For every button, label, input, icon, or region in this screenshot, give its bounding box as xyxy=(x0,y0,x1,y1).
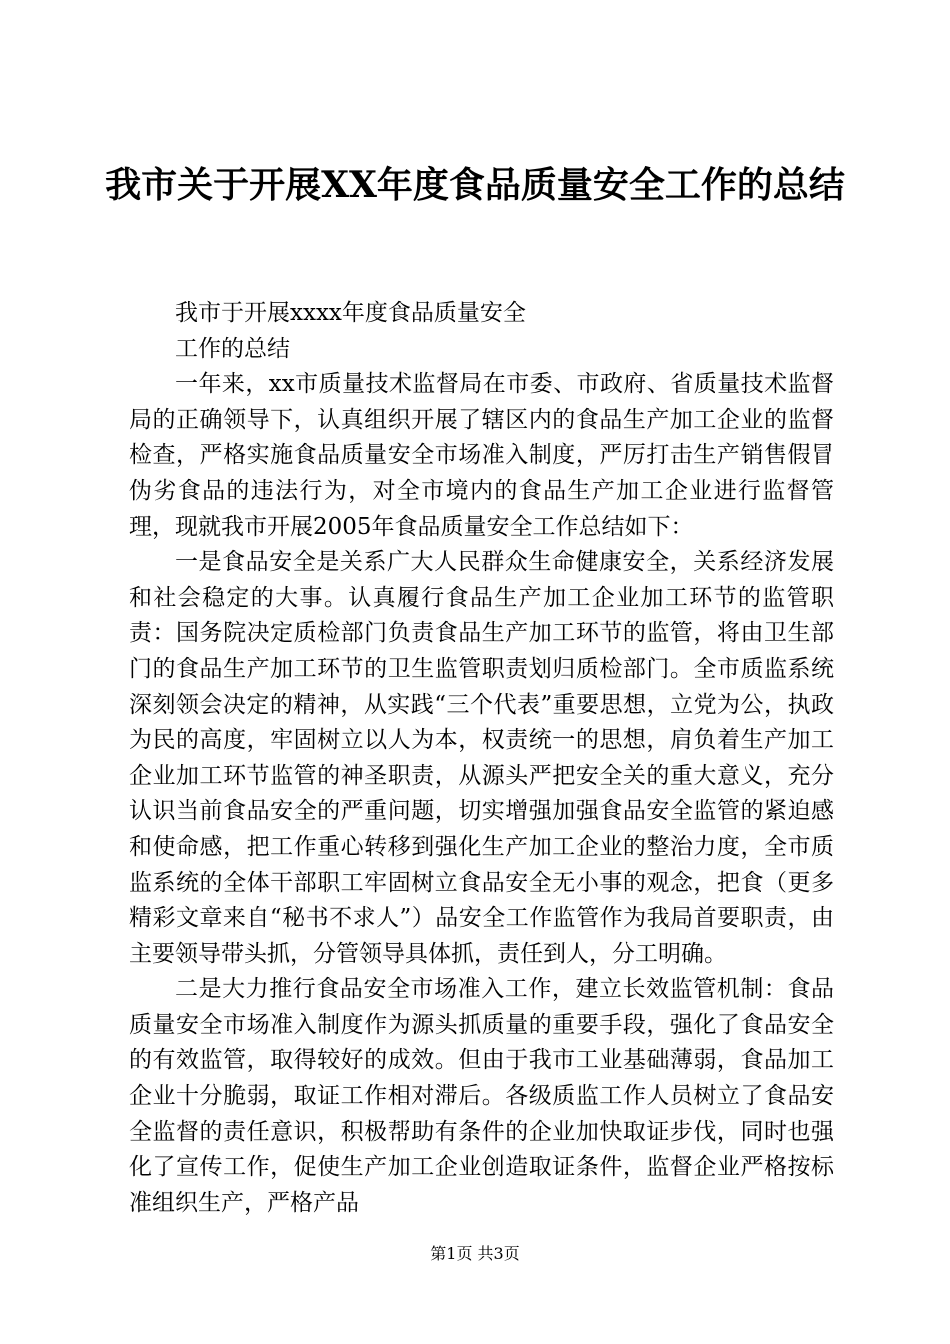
subtitle-line-2: 工作的总结 xyxy=(175,335,290,362)
page-number-footer: 第1页 共3页 xyxy=(430,1244,520,1263)
subtitle-line-1: 我市于开展xxxx年度食品质量安全 xyxy=(175,300,526,326)
paragraph-point-one: 一是食品安全是关系广大人民群众生命健康安全，关系经济发展和社会稳定的大事。认真履行食品生产加工企业加工环节的监管职责：国务院决定质检部门负责食品生产加工环节的监管，将由卫生部门的食品生产加工环节的卫生监管职责划归质检部门。全市质监系统深刻领会决定的精神，从实践“三个代表”重要思想，立党为公，执政为民的高度，牢固树立以人为本，权责统一的思想，肩负着生产加工企业加工环节监管的神圣职责，从源头严把安全关的重大意义，充分认识当前食品安全的严重问题，切实增强加强食品安全监管的紧迫感和使命感，把工作重心转移到强化生产加工企业的整治力度，全市质监系统的全体干部职工牢固树立食品安全无小事的观念，把食（更多精彩文章来自“秘书不求人”）品安全工作监管作为我局首要职责，由主要领导带头抓，分管领导具体抓，责任到人，分工明确。 xyxy=(129,549,834,967)
document-title: 我市关于开展XX年度食品质量安全工作的总结 xyxy=(105,164,845,206)
paragraph-point-two: 二是大力推行食品安全市场准入工作，建立长效监管机制：食品质量安全市场准入制度作为源头抓质量的重要手段，强化了食品安全的有效监管，取得较好的成效。但由于我市工业基础薄弱，食品加工企业十分脆弱，取证工作相对滞后。各级质监工作人员树立了食品安全监督的责任意识，积极帮助有条件的企业加快取证步伐，同时也强化了宣传工作，促使生产加工企业创造取证条件，监督企业严格按标准组织生产，严格产品 xyxy=(129,976,834,1216)
paragraph-intro: 一年来，xx市质量技术监督局在市委、市政府、省质量技术监督局的正确领导下，认真组织开展了辖区内的食品生产加工企业的监督检查，严格实施食品质量安全市场准入制度，严厉打击生产销售假冒伪劣食品的违法行为，对全市境内的食品生产加工企业进行监督管理，现就我市开展2005年食品质量安全工作总结如下： xyxy=(129,371,834,540)
document-body xyxy=(129,296,834,1221)
